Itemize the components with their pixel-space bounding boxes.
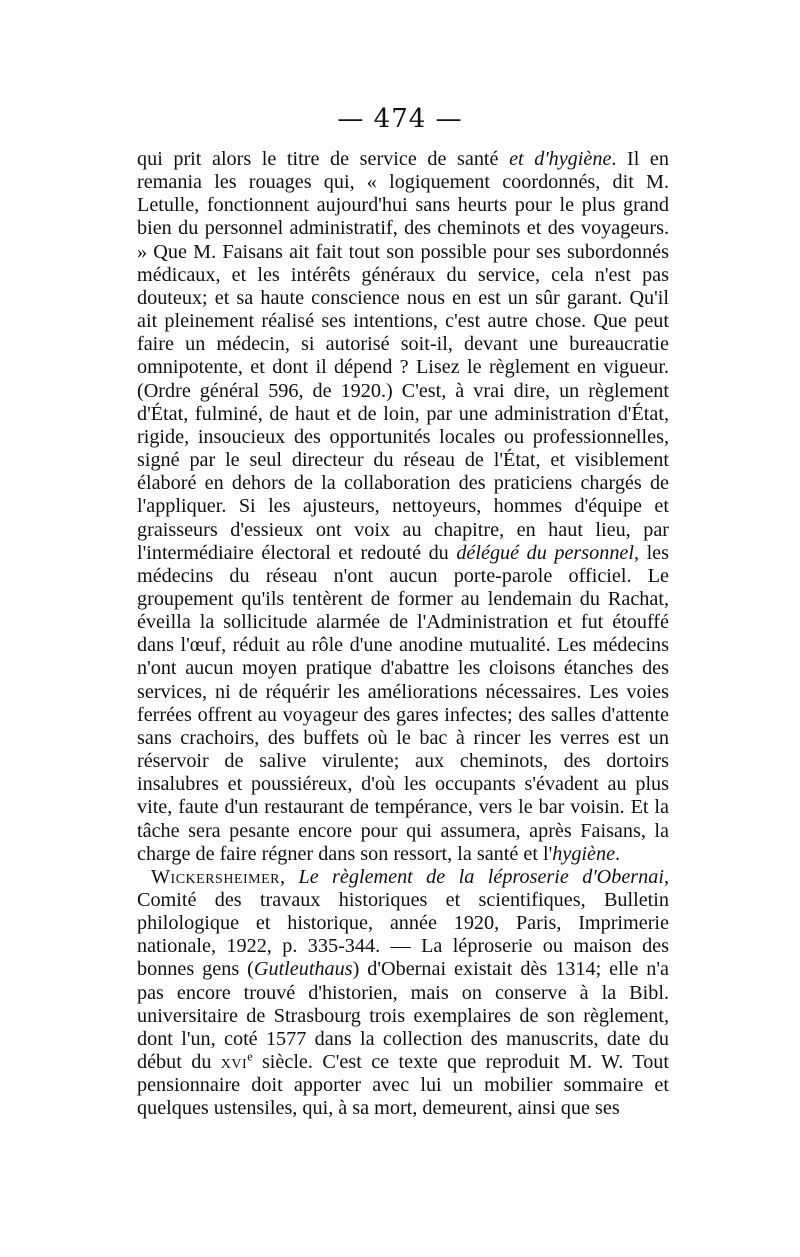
text-run: . Il en remania les rouages qui, « logiquement coordonnés, dit M. Letulle, fonctionnent aujourd'hui sans heurts pour le plus grand bien du personnel administratif, des cheminots et des voyageurs. » Que M. Faisans ait fait tout son possible pour ses subordonnés médicaux, et les intérêts généraux du service, cela n'est pas douteux; et sa haute conscience nous en est un sûr garant. Qu'il ait pleinement réalisé ses intentions, c'est autre chose. Que peut faire un médecin, si autorisé soit-il, devant une bureaucratie omnipotente, et dont il dépend ? Lisez le règlement en vigueur. (Ordre général 596, de 1920.) C'est, à vrai dire, un règlement d'État, fulminé, de haut et de loin, par une administration d'État, rigide, insoucieux des opportunités locales ou professionnelles, signé par le seul directeur du réseau de l'État, et visiblement élaboré en dehors de la collaboration des praticiens chargés de l'appliquer. Si les ajusteurs, nettoyeurs, hommes d'équipe et graisseurs d'essieux ont voix au chapitre, en haut lieu, par l'intermédiaire électoral et redouté du [137,148,669,564]
italic-run: et d'hygiène [509,148,612,170]
text-run: , Comité des travaux historiques et scientifiques, Bulletin philologique et historique, année 1920, Paris, Imprimerie nationale, 1922, p. 335-344. — La léproserie ou maison des bonnes gens ( [137,865,669,981]
text-run: qui prit alors le titre de service de santé [137,148,510,170]
page-number: — 474 — [337,104,463,134]
text-run: , les médecins du réseau n'ont aucun porte-parole officiel. Le groupement qu'ils tentèrent de former au lendemain du Rachat, éveilla la sollicitude alarmée de l'Administration et fut étouffé dans l'œuf, réduit au rôle d'une anodine mutualité. Les médecins n'ont aucun moyen pratique d'abattre les cloisons étanches des services, ni de réquérir les améliorations nécessaires. Les voies ferrées offrent au voyageur des gares infectes; des salles d'attente sans crachoirs, des buffets où le bac à rincer les verres est un réservoir de salive virulente; aux cheminots, des dortoirs insalubres et poussiéreux, d'où les occupants s'évadent au plus vite, faute d'un restaurant de tempérance, vers le bar voisin. Et la tâche sera pesante encore pour qui assumera, après Faisans, la charge de faire régner dans son ressort, la santé et l' [137,541,669,865]
text-run: . [615,842,621,865]
paragraph-leproserie-review [137,866,669,1121]
superscript: e [247,1049,253,1064]
text-run: , [280,865,299,888]
italic-run: Gutleuthaus [253,958,353,981]
text-run: ) d'Obernai existait dès 1314; elle n'a pas encore trouvé d'historien, mais on conserve à la Bibl. universitaire de Strasbourg trois exemplaires de son règlement, dont l'un, coté 1577 dans la collection des manuscrits, date du début du [137,958,669,1074]
page-body [137,148,669,1121]
italic-run: délégué du personnel [456,541,634,564]
century-numeral: xvi [220,1051,248,1074]
paragraph-railway-hygiene [137,148,669,866]
italic-run: hygiène [552,842,616,865]
text-run: siècle. C'est ce texte que reproduit M. W. Tout pensionnaire doit apporter avec lui un mobilier sommaire et quelques ustensiles, qui, à sa mort, demeurent, ainsi que ses [137,1051,669,1120]
author-name: Wickersheimer [151,865,281,888]
work-title: Le règlement de la léproserie d'Obernai [298,865,664,888]
